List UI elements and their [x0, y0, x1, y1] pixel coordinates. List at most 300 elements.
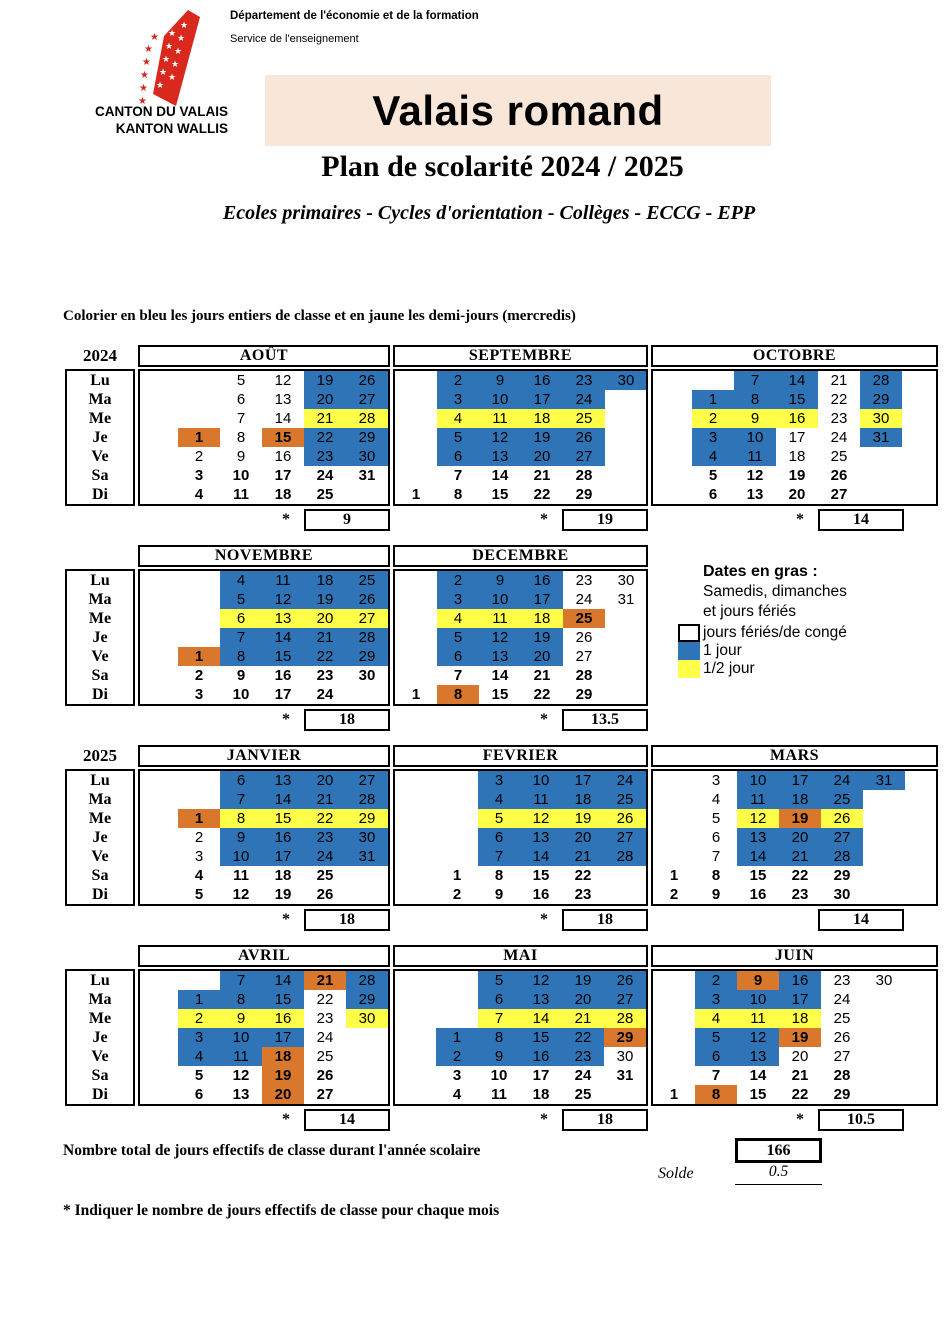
year-label — [65, 545, 135, 567]
month-title-avril: AVRIL — [138, 945, 390, 967]
date-cell: 14 — [262, 628, 304, 647]
date-cell: 21 — [304, 971, 346, 990]
date-cell: 12 — [746, 467, 764, 484]
date-cell: 21 — [779, 847, 821, 866]
date-cell — [178, 609, 220, 628]
date-cell: 12 — [274, 372, 292, 389]
date-cell: 12 — [232, 1067, 250, 1084]
date-cell: 15 — [262, 428, 304, 447]
date-cell: 7 — [220, 628, 262, 647]
date-row — [395, 371, 647, 390]
date-cell: 4 — [711, 791, 721, 808]
date-cell: 17 — [779, 990, 821, 1009]
date-cell: 29 — [604, 1028, 646, 1047]
date-cell — [395, 590, 437, 609]
solde-value: 0.5 — [735, 1163, 822, 1185]
date-cell — [178, 371, 220, 390]
date-cell: 18 — [274, 867, 292, 884]
date-cell: 21 — [304, 628, 346, 647]
svg-text:★: ★ — [174, 47, 183, 57]
date-cell — [605, 609, 647, 628]
date-cell: 3 — [452, 1067, 462, 1084]
totals-slot-decembre — [393, 708, 648, 732]
date-cell: 23 — [833, 972, 851, 989]
date-cell — [178, 590, 220, 609]
totals-slot-fevrier — [393, 908, 648, 932]
month-weeks — [395, 571, 647, 704]
date-cell — [436, 1009, 478, 1028]
date-row — [653, 885, 905, 904]
date-cell: 3 — [437, 590, 479, 609]
svg-text:★: ★ — [168, 29, 177, 39]
date-row — [653, 771, 905, 790]
date-cell: 19 — [779, 809, 821, 828]
month-total-septembre: 19 — [562, 509, 648, 531]
date-cell: 31 — [617, 591, 635, 608]
date-cell: 28 — [821, 847, 863, 866]
date-cell: 2 — [194, 829, 204, 846]
month-total-novembre: 18 — [304, 709, 390, 731]
date-row — [395, 409, 647, 428]
date-cell — [436, 828, 478, 847]
month-total-août: 9 — [304, 509, 390, 531]
date-row — [436, 1085, 646, 1104]
date-cell: 8 — [437, 685, 479, 704]
date-cell: 17 — [521, 590, 563, 609]
solde-label: Solde — [658, 1165, 694, 1182]
date-cell: 1 — [452, 867, 462, 884]
date-cell: 1 — [436, 1028, 478, 1047]
date-cell: 9 — [494, 886, 504, 903]
asterisk: * — [282, 1111, 290, 1128]
date-cell: 10 — [479, 390, 521, 409]
date-cell — [436, 790, 478, 809]
date-cell — [653, 828, 695, 847]
date-cell: 19 — [521, 628, 563, 647]
date-cell: 8 — [478, 1028, 520, 1047]
date-cell: 5 — [708, 467, 718, 484]
date-row — [178, 885, 388, 904]
date-cell: 21 — [533, 467, 551, 484]
date-row — [178, 485, 388, 504]
totals-slot-avril — [138, 1108, 390, 1132]
date-cell: 6 — [194, 1086, 204, 1103]
date-row — [436, 990, 646, 1009]
date-row — [436, 971, 646, 990]
date-cell: 11 — [233, 867, 249, 884]
asterisk: * — [282, 511, 290, 528]
date-cell — [604, 866, 646, 885]
date-cell: 10 — [220, 847, 262, 866]
date-cell: 30 — [346, 447, 388, 466]
region-banner-title: Valais romand — [372, 87, 664, 134]
valais-coat-of-arms-logo — [138, 6, 208, 110]
month-weeks — [653, 971, 905, 1104]
date-cell: 11 — [220, 1047, 262, 1066]
date-cell — [605, 466, 647, 485]
date-cell: 19 — [304, 371, 346, 390]
date-cell — [692, 371, 734, 390]
date-cell — [653, 1047, 695, 1066]
month-grid-juin — [651, 969, 938, 1106]
date-cell: 17 — [562, 771, 604, 790]
date-row — [395, 590, 647, 609]
month-total-fevrier: 18 — [562, 909, 648, 931]
date-cell — [178, 628, 220, 647]
date-row — [653, 1009, 905, 1028]
date-cell — [605, 485, 647, 504]
date-cell: 26 — [830, 467, 848, 484]
date-cell: 7 — [478, 1009, 520, 1028]
month-total-janvier: 18 — [304, 909, 390, 931]
date-cell: 24 — [575, 591, 593, 608]
date-cell — [436, 847, 478, 866]
date-cell: 26 — [604, 809, 646, 828]
date-cell: 24 — [821, 771, 863, 790]
day-labels-column — [65, 969, 135, 1106]
date-cell: 6 — [437, 647, 479, 666]
date-cell: 5 — [695, 1028, 737, 1047]
asterisk: * — [282, 911, 290, 928]
legend-item-label: jours fériés/de congé — [703, 624, 847, 641]
date-row — [178, 647, 388, 666]
date-cell: 13 — [479, 447, 521, 466]
date-cell: 11 — [491, 1086, 507, 1103]
year-label: 2024 — [83, 346, 117, 365]
date-cell: 30 — [605, 371, 647, 390]
date-cell: 23 — [562, 1047, 604, 1066]
svg-text:★: ★ — [168, 73, 177, 83]
date-cell: 20 — [304, 609, 346, 628]
day-label-sa: Sa — [91, 867, 109, 884]
date-cell: 2 — [437, 371, 479, 390]
date-cell: 24 — [316, 467, 334, 484]
band-header — [65, 945, 943, 967]
date-cell: 27 — [346, 771, 388, 790]
day-labels-column — [65, 569, 135, 706]
date-row — [692, 428, 902, 447]
date-cell — [653, 1009, 695, 1028]
date-row — [436, 809, 646, 828]
date-cell: 16 — [520, 1047, 562, 1066]
date-cell: 5 — [478, 971, 520, 990]
date-row — [178, 666, 388, 685]
date-cell: 24 — [316, 686, 334, 703]
totals-slot-janvier — [138, 908, 390, 932]
date-cell: 15 — [776, 390, 818, 409]
date-cell: 12 — [737, 1028, 779, 1047]
month-total-octobre: 14 — [818, 509, 904, 531]
date-cell: 4 — [437, 409, 479, 428]
asterisk: * — [540, 511, 548, 528]
day-labels-column — [65, 769, 135, 906]
date-cell: 7 — [220, 971, 262, 990]
date-cell: 16 — [274, 667, 292, 684]
valais-flag-icon — [138, 6, 208, 110]
date-row — [692, 371, 902, 390]
band-body — [65, 969, 943, 1106]
date-cell — [395, 609, 437, 628]
day-label-me: Me — [88, 610, 112, 627]
date-row — [395, 571, 647, 590]
date-cell — [395, 390, 437, 409]
date-cell: 2 — [178, 1009, 220, 1028]
date-cell — [863, 1066, 905, 1085]
date-row — [436, 847, 646, 866]
date-cell: 13 — [479, 647, 521, 666]
date-cell: 21 — [830, 372, 848, 389]
day-label-lu: Lu — [90, 572, 110, 589]
date-cell: 25 — [563, 609, 605, 628]
date-cell: 14 — [520, 1009, 562, 1028]
date-cell: 18 — [521, 609, 563, 628]
date-cell: 28 — [346, 409, 388, 428]
date-row — [436, 771, 646, 790]
date-row — [436, 1028, 646, 1047]
date-cell — [436, 771, 478, 790]
date-cell — [863, 1009, 905, 1028]
date-row — [692, 447, 902, 466]
date-cell: 18 — [788, 448, 806, 465]
day-label-ve: Ve — [91, 648, 109, 665]
date-cell: 8 — [711, 867, 721, 884]
legend — [651, 562, 941, 678]
date-cell: 20 — [788, 486, 806, 503]
date-cell: 13 — [262, 771, 304, 790]
day-label-sa: Sa — [91, 1067, 109, 1084]
date-cell: 23 — [304, 828, 346, 847]
legend-title: Dates en gras : — [703, 563, 818, 580]
date-row — [178, 847, 388, 866]
department-line2: Service de l'enseignement — [230, 33, 359, 45]
date-cell: 25 — [316, 867, 334, 884]
date-row — [395, 666, 647, 685]
date-cell: 20 — [521, 447, 563, 466]
date-cell: 1 — [692, 390, 734, 409]
day-label-sa: Sa — [91, 667, 109, 684]
date-cell: 14 — [776, 371, 818, 390]
band-header — [65, 745, 943, 767]
day-label-lu: Lu — [90, 772, 110, 789]
date-cell: 22 — [304, 647, 346, 666]
date-cell: 30 — [346, 1009, 388, 1028]
date-cell: 22 — [316, 991, 334, 1008]
date-cell: 19 — [788, 467, 806, 484]
date-cell: 29 — [346, 647, 388, 666]
date-row — [653, 809, 905, 828]
date-cell: 26 — [604, 971, 646, 990]
date-row — [178, 428, 388, 447]
legend-item-half-day — [651, 660, 941, 678]
band-header — [65, 345, 943, 367]
date-row — [653, 866, 905, 885]
month-total-decembre: 13.5 — [562, 709, 648, 731]
date-cell: 27 — [830, 486, 848, 503]
date-cell: 13 — [274, 391, 292, 408]
date-cell: 20 — [791, 1048, 809, 1065]
month-total-mars: 14 — [818, 909, 904, 931]
date-cell: 28 — [346, 790, 388, 809]
year-label: 2025 — [83, 746, 117, 765]
date-cell: 16 — [274, 448, 292, 465]
date-cell: 4 — [194, 867, 204, 884]
date-row — [653, 828, 905, 847]
month-grid-novembre — [138, 569, 390, 706]
date-cell — [178, 390, 220, 409]
total-days-label: Nombre total de jours effectifs de classe durant l'année scolaire — [63, 1142, 481, 1159]
date-row — [178, 1009, 388, 1028]
date-cell: 7 — [453, 667, 463, 684]
date-cell: 19 — [274, 886, 292, 903]
date-cell: 24 — [830, 429, 848, 446]
date-cell: 31 — [616, 1067, 634, 1084]
day-label-je: Je — [92, 629, 108, 646]
date-cell — [863, 790, 905, 809]
date-cell: 8 — [734, 390, 776, 409]
date-cell: 9 — [737, 971, 779, 990]
date-cell — [346, 1028, 388, 1047]
date-cell: 4 — [692, 447, 734, 466]
date-cell: 11 — [737, 790, 779, 809]
date-row — [692, 466, 902, 485]
date-cell: 12 — [520, 809, 562, 828]
date-cell: 26 — [316, 886, 334, 903]
date-cell: 31 — [346, 847, 388, 866]
date-cell: 1 — [411, 486, 421, 503]
day-label-me: Me — [88, 1010, 112, 1027]
legend-item-holidays — [651, 624, 941, 642]
date-cell: 30 — [346, 828, 388, 847]
calendar-band-3 — [65, 745, 943, 932]
date-row — [436, 1047, 646, 1066]
day-label-ve: Ve — [91, 448, 109, 465]
day-label-me: Me — [88, 810, 112, 827]
calendar-band-1 — [65, 345, 943, 532]
date-cell: 25 — [830, 448, 848, 465]
legend-items — [651, 624, 941, 678]
date-cell: 6 — [695, 1047, 737, 1066]
day-label-ma: Ma — [88, 391, 112, 408]
date-cell: 17 — [262, 1028, 304, 1047]
date-cell — [605, 685, 647, 704]
date-cell: 3 — [194, 686, 204, 703]
asterisk: * — [282, 711, 290, 728]
date-cell: 24 — [563, 390, 605, 409]
date-cell: 12 — [520, 971, 562, 990]
totals-spacer — [65, 708, 135, 732]
date-row — [395, 466, 647, 485]
date-cell: 26 — [346, 371, 388, 390]
date-cell: 29 — [860, 390, 902, 409]
date-row — [178, 628, 388, 647]
day-label-sa: Sa — [91, 467, 109, 484]
date-cell — [178, 409, 220, 428]
date-cell: 6 — [708, 486, 718, 503]
date-cell — [863, 885, 905, 904]
date-cell: 6 — [437, 447, 479, 466]
date-cell: 28 — [604, 847, 646, 866]
date-cell: 26 — [821, 809, 863, 828]
day-label-lu: Lu — [90, 972, 110, 989]
date-row — [178, 590, 388, 609]
canton-label — [40, 103, 228, 137]
totals-slot-mars — [651, 908, 938, 932]
date-cell — [860, 466, 902, 485]
date-row — [395, 647, 647, 666]
date-cell: 27 — [346, 390, 388, 409]
date-cell: 23 — [575, 572, 593, 589]
date-cell: 21 — [562, 847, 604, 866]
date-cell: 19 — [779, 1028, 821, 1047]
month-weeks — [395, 371, 647, 504]
date-cell: 3 — [478, 771, 520, 790]
date-cell: 4 — [695, 1009, 737, 1028]
day-label-ve: Ve — [91, 1048, 109, 1065]
date-row — [178, 390, 388, 409]
band-body — [65, 769, 943, 906]
svg-text:★: ★ — [159, 68, 168, 78]
band-body — [65, 369, 943, 506]
day-label-ma: Ma — [88, 791, 112, 808]
date-cell: 24 — [316, 1029, 334, 1046]
band-totals — [65, 908, 943, 932]
date-cell: 4 — [452, 1086, 462, 1103]
date-cell — [436, 809, 478, 828]
date-cell — [346, 1047, 388, 1066]
date-cell: 9 — [478, 1047, 520, 1066]
date-cell: 7 — [220, 790, 262, 809]
date-cell: 7 — [711, 1067, 721, 1084]
svg-text:★: ★ — [180, 21, 189, 31]
date-cell: 1 — [411, 686, 421, 703]
date-cell: 14 — [520, 847, 562, 866]
month-weeks — [178, 371, 388, 504]
date-cell — [863, 866, 905, 885]
date-row — [178, 971, 388, 990]
month-weeks — [178, 771, 388, 904]
date-cell: 19 — [304, 590, 346, 609]
date-cell: 28 — [860, 371, 902, 390]
date-cell — [346, 685, 388, 704]
date-cell — [863, 847, 905, 866]
month-title-fevrier: FEVRIER — [393, 745, 648, 767]
year-label — [65, 945, 135, 967]
date-cell: 16 — [749, 886, 767, 903]
asterisk: * — [796, 1111, 804, 1128]
date-cell: 24 — [604, 771, 646, 790]
date-cell: 22 — [533, 686, 551, 703]
month-title-mai: MAI — [393, 945, 648, 967]
date-row — [653, 1085, 905, 1104]
month-grid-mai — [393, 969, 648, 1106]
coloring-instruction: Colorier en bleu les jours entiers de classe et en jaune les demi-jours (mercredis) — [63, 308, 576, 324]
date-row — [653, 971, 905, 990]
date-cell: 25 — [563, 409, 605, 428]
date-row — [178, 828, 388, 847]
date-cell — [395, 409, 437, 428]
date-cell: 22 — [562, 1028, 604, 1047]
date-cell: 3 — [695, 990, 737, 1009]
date-cell: 7 — [453, 467, 463, 484]
date-cell: 20 — [304, 771, 346, 790]
date-cell: 26 — [346, 590, 388, 609]
date-cell: 13 — [232, 1086, 250, 1103]
month-grid-septembre — [393, 369, 648, 506]
date-cell: 31 — [358, 467, 376, 484]
date-cell: 3 — [194, 848, 204, 865]
date-row — [178, 1047, 388, 1066]
date-cell: 23 — [316, 667, 334, 684]
